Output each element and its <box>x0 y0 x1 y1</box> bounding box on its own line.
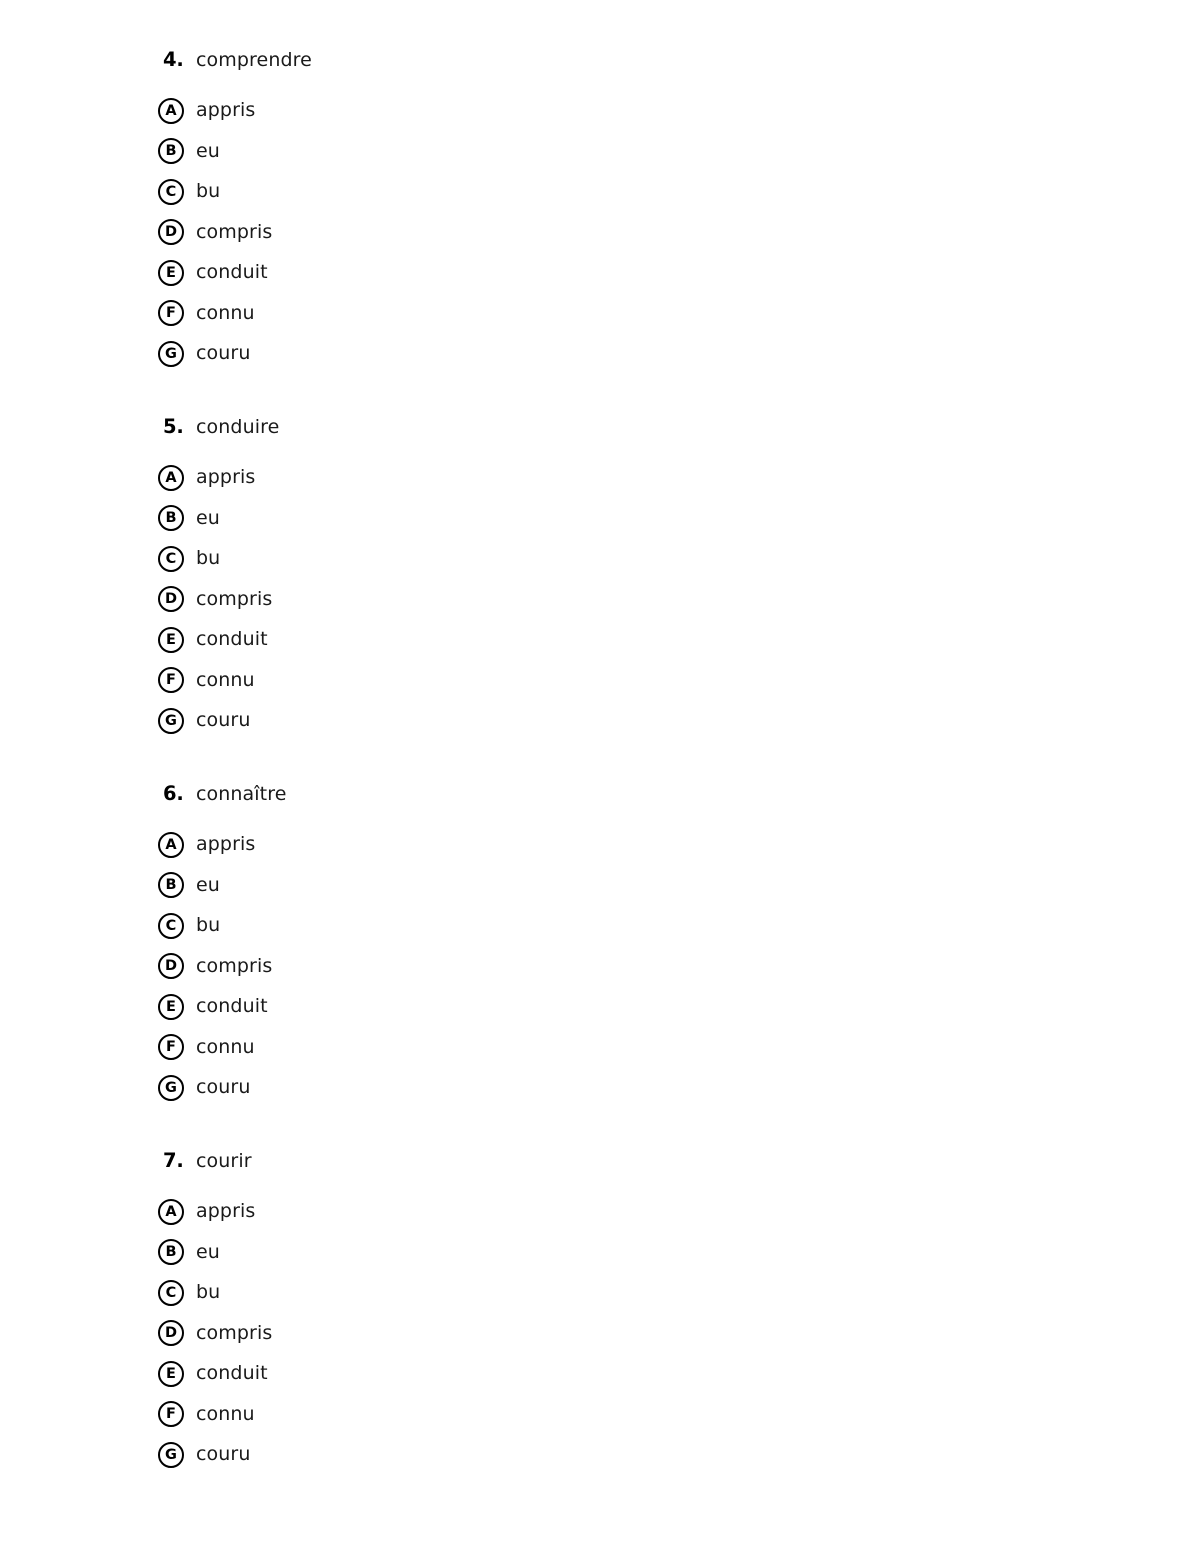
option-bubble-f[interactable]: F <box>158 1401 184 1427</box>
option-bubble-f[interactable]: F <box>158 1034 184 1060</box>
question-block <box>0 417 1200 741</box>
answer-option[interactable] <box>0 1192 1200 1233</box>
option-label: bu <box>196 914 221 937</box>
option-bubble-g[interactable]: G <box>158 1075 184 1101</box>
question-header <box>0 1151 1200 1192</box>
answer-option[interactable] <box>0 1313 1200 1354</box>
answer-option[interactable] <box>0 906 1200 947</box>
option-label: conduit <box>196 1362 268 1385</box>
option-label: bu <box>196 180 221 203</box>
option-bubble-e[interactable]: E <box>158 994 184 1020</box>
option-label: connu <box>196 1035 255 1058</box>
question-block <box>0 1151 1200 1475</box>
answer-option[interactable] <box>0 498 1200 539</box>
question-block <box>0 784 1200 1108</box>
option-label: couru <box>196 1443 251 1466</box>
option-bubble-d[interactable]: D <box>158 1320 184 1346</box>
answer-option[interactable] <box>0 1027 1200 1068</box>
question-prompt: conduire <box>196 416 280 438</box>
option-bubble-d[interactable]: D <box>158 586 184 612</box>
answer-option[interactable] <box>0 620 1200 661</box>
question-block <box>0 50 1200 374</box>
question-number: 7. <box>163 1149 184 1172</box>
option-label: eu <box>196 1240 220 1263</box>
option-label: conduit <box>196 628 268 651</box>
question-number: 5. <box>163 415 184 438</box>
answer-option[interactable] <box>0 1354 1200 1395</box>
option-bubble-a[interactable]: A <box>158 465 184 491</box>
answer-option[interactable] <box>0 1435 1200 1476</box>
option-bubble-a[interactable]: A <box>158 1199 184 1225</box>
question-header <box>0 417 1200 458</box>
option-label: compris <box>196 220 273 243</box>
option-bubble-b[interactable]: B <box>158 872 184 898</box>
option-label: bu <box>196 1281 221 1304</box>
option-bubble-c[interactable]: C <box>158 1280 184 1306</box>
option-label: appris <box>196 1200 256 1223</box>
answer-option[interactable] <box>0 579 1200 620</box>
option-bubble-c[interactable]: C <box>158 913 184 939</box>
option-bubble-d[interactable]: D <box>158 219 184 245</box>
option-label: appris <box>196 99 256 122</box>
option-label: connu <box>196 301 255 324</box>
option-label: eu <box>196 506 220 529</box>
answer-option[interactable] <box>0 825 1200 866</box>
answer-option[interactable] <box>0 987 1200 1028</box>
question-header <box>0 50 1200 91</box>
answer-option[interactable] <box>0 1232 1200 1273</box>
answer-option[interactable] <box>0 946 1200 987</box>
answer-option[interactable] <box>0 458 1200 499</box>
option-label: appris <box>196 833 256 856</box>
option-label: appris <box>196 466 256 489</box>
option-label: connu <box>196 668 255 691</box>
option-label: couru <box>196 1076 251 1099</box>
answer-option[interactable] <box>0 91 1200 132</box>
option-bubble-d[interactable]: D <box>158 953 184 979</box>
answer-option[interactable] <box>0 172 1200 213</box>
option-bubble-b[interactable]: B <box>158 505 184 531</box>
option-bubble-e[interactable]: E <box>158 260 184 286</box>
option-label: connu <box>196 1402 255 1425</box>
answer-option[interactable] <box>0 1273 1200 1314</box>
option-bubble-e[interactable]: E <box>158 1361 184 1387</box>
option-label: eu <box>196 139 220 162</box>
answer-option[interactable] <box>0 660 1200 701</box>
option-bubble-g[interactable]: G <box>158 708 184 734</box>
option-label: bu <box>196 547 221 570</box>
question-prompt: courir <box>196 1150 252 1172</box>
question-prompt: connaître <box>196 783 287 805</box>
answer-option[interactable] <box>0 865 1200 906</box>
question-header <box>0 784 1200 825</box>
answer-option[interactable] <box>0 701 1200 742</box>
option-bubble-c[interactable]: C <box>158 179 184 205</box>
answer-option[interactable] <box>0 1068 1200 1109</box>
option-bubble-e[interactable]: E <box>158 627 184 653</box>
option-bubble-a[interactable]: A <box>158 98 184 124</box>
answer-option[interactable] <box>0 212 1200 253</box>
option-bubble-f[interactable]: F <box>158 300 184 326</box>
option-label: compris <box>196 1321 273 1344</box>
question-prompt: comprendre <box>196 49 312 71</box>
question-number: 6. <box>163 782 184 805</box>
option-bubble-b[interactable]: B <box>158 1239 184 1265</box>
option-bubble-g[interactable]: G <box>158 1442 184 1468</box>
answer-option[interactable] <box>0 131 1200 172</box>
option-label: compris <box>196 954 273 977</box>
answer-option[interactable] <box>0 539 1200 580</box>
option-bubble-a[interactable]: A <box>158 832 184 858</box>
option-label: couru <box>196 342 251 365</box>
answer-option[interactable] <box>0 253 1200 294</box>
question-number: 4. <box>163 48 184 71</box>
option-label: couru <box>196 709 251 732</box>
option-bubble-g[interactable]: G <box>158 341 184 367</box>
question-list <box>0 50 1200 1475</box>
answer-option[interactable] <box>0 293 1200 334</box>
option-label: conduit <box>196 995 268 1018</box>
answer-option[interactable] <box>0 1394 1200 1435</box>
answer-option[interactable] <box>0 334 1200 375</box>
option-label: compris <box>196 587 273 610</box>
option-bubble-f[interactable]: F <box>158 667 184 693</box>
option-bubble-b[interactable]: B <box>158 138 184 164</box>
option-label: conduit <box>196 261 268 284</box>
option-bubble-c[interactable]: C <box>158 546 184 572</box>
option-label: eu <box>196 873 220 896</box>
